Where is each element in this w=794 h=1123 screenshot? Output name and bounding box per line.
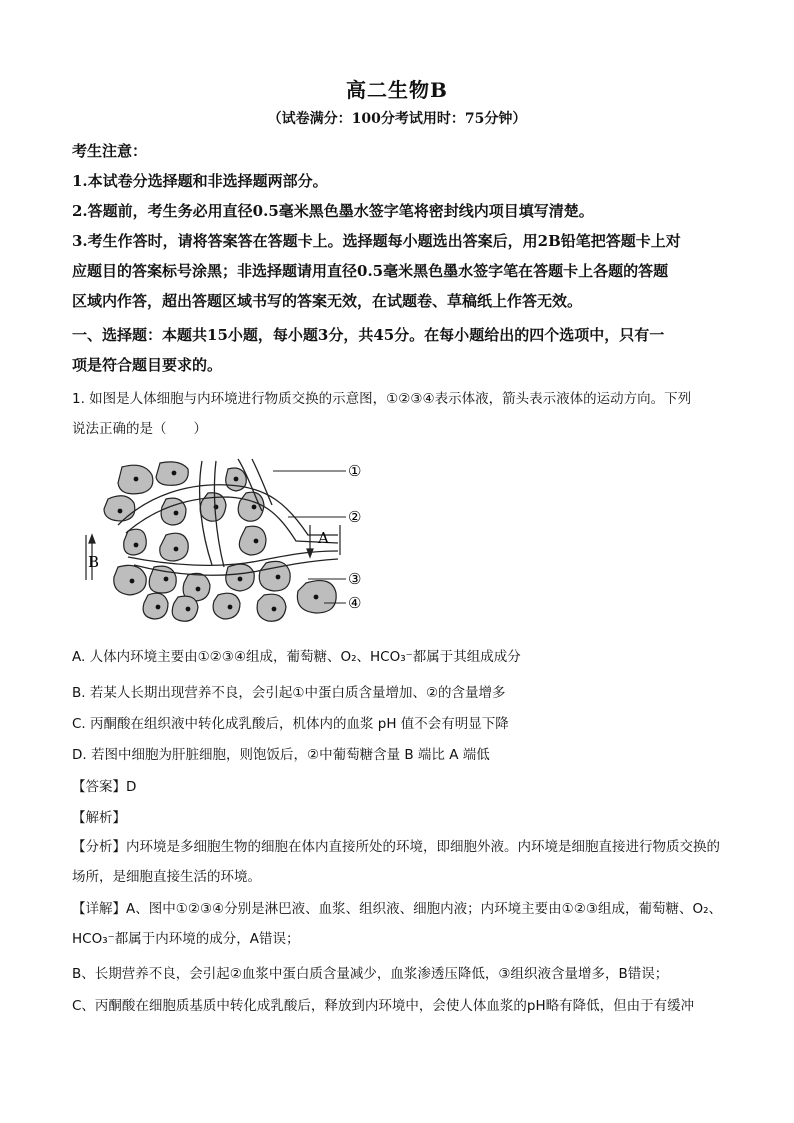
cell (149, 566, 176, 593)
capillary-outer (118, 485, 338, 535)
page-title: 高二生物B (346, 78, 448, 102)
capillary-lower (128, 551, 338, 565)
label-3: ③ (348, 570, 362, 588)
section-heading: 一、选择题：本题共15小题，每小题3分，共45分。在每小题给出的四个选项中，只有一 (72, 326, 665, 344)
detail-paragraph: 【详解】A、图中①②③④分别是淋巴液、血浆、组织液、细胞内液；内环境主要由①②③组成，葡萄糖、O₂、HCO₃⁻都属于内环境的成分，A错误； (72, 901, 722, 947)
notice-item: 1.本试卷分选择题和非选择题两部分。 (72, 172, 328, 190)
cell (124, 529, 147, 555)
cell (239, 526, 266, 555)
cell (104, 496, 135, 521)
cell (213, 593, 240, 619)
label-a: A (318, 529, 329, 547)
cell (172, 596, 198, 621)
question-stem: 1. 如图是人体细胞与内环境进行物质交换的示意图，①②③④表示体液，箭头表示液体的运动方向。下列 (72, 391, 692, 407)
exam-info: （试卷满分：100分考试用时：75分钟） (267, 111, 527, 127)
option-d: D. 若图中细胞为肝脏细胞，则饱饭后，②中葡萄糖含量 B 端比 A 端低 (72, 747, 490, 763)
question-stem-cont: 说法正确的是（ ） (72, 421, 207, 437)
notice-heading: 考生注意： (72, 142, 148, 160)
notice-item: 应题目的答案标号涂黑；非选择题请用直径0.5毫米黑色墨水签字笔在答题卡上各题的答题 (72, 262, 669, 280)
label-4: ④ (348, 594, 362, 612)
option-a: A. 人体内环境主要由①②③④组成，葡萄糖、O₂、HCO₃⁻都属于其组成成分 (72, 649, 521, 665)
analysis-paragraph: 【分析】内环境是多细胞生物的细胞在体内直接所处的环境，即细胞外液。内环境是细胞直接进行物质交换的场所，是细胞直接生活的环境。 (72, 839, 720, 885)
label-1: ① (348, 462, 362, 480)
cell (257, 594, 286, 621)
cell-exchange-diagram (78, 455, 398, 630)
section-heading-cont: 项是符合题目要求的。 (72, 356, 223, 374)
option-b: B. 若某人长期出现营养不良，会引起①中蛋白质含量增加、②的含量增多 (72, 685, 506, 701)
capillary-inner (126, 497, 338, 543)
label-2: ② (348, 508, 362, 526)
label-b: B (88, 553, 100, 571)
detail-c: C、丙酮酸在细胞质基质中转化成乳酸后，释放到内环境中，会使人体血浆的pH略有降低，但由于有缓冲 (72, 998, 695, 1014)
notice-item: 区域内作答，超出答题区域书写的答案无效，在试题卷、草稿纸上作答无效。 (72, 292, 583, 310)
option-c: C. 丙酮酸在组织液中转化成乳酸后，机体内的血浆 pH 值不会有明显下降 (72, 716, 509, 732)
cell (143, 593, 168, 619)
notice-item: 2.答题前，考生务必用直径0.5毫米黑色墨水签字笔将密封线内项目填写清楚。 (72, 202, 594, 220)
detail-b: B、长期营养不良，会引起②血浆中蛋白质含量减少，血浆渗透压降低，③组织液含量增多，B错误； (72, 966, 669, 982)
answer-label: 【答案】D (72, 779, 137, 795)
analysis-label: 【解析】 (72, 810, 126, 826)
notice-item: 3.考生作答时，请将答案答在答题卡上。选择题每小题选出答案后，用2B铅笔把答题卡上对 (72, 232, 681, 250)
cell (160, 533, 188, 561)
cell (161, 498, 186, 525)
